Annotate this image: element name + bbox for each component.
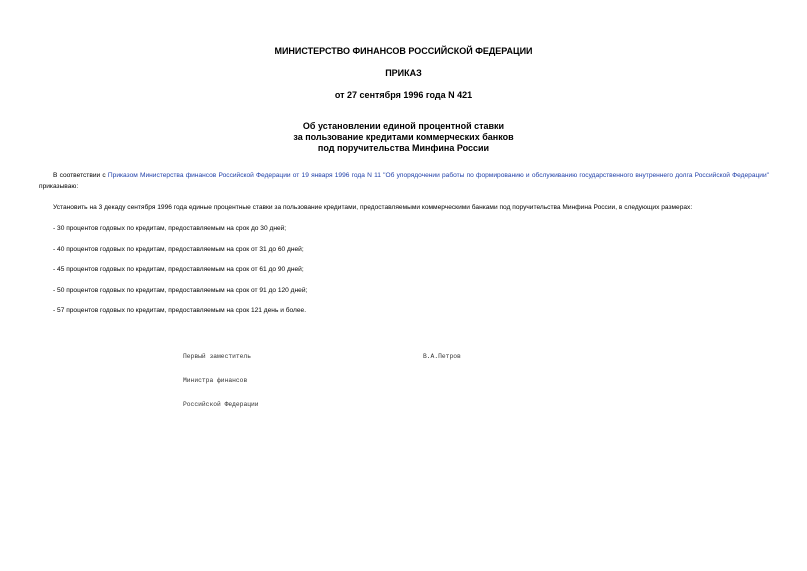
ministry-heading: МИНИСТЕРСТВО ФИНАНСОВ РОССИЙСКОЙ ФЕДЕРАЦИИ [274, 46, 533, 56]
signatory-position [183, 337, 259, 425]
list-item: - 57 процентов годовых по кредитам, предоставляемым на срок 121 день и более. [53, 307, 307, 315]
position-line: Российской Федерации [183, 401, 259, 408]
date-number-heading: от 27 сентября 1996 года N 421 [334, 90, 473, 100]
title-line: за пользование кредитами коммерческих банков [293, 132, 514, 142]
list-item: - 50 процентов годовых по кредитам, предоставляемым на срок от 91 до 120 дней; [53, 286, 308, 294]
reference-link[interactable]: Приказом Министерства финансов Российской Федерации от 19 января 1996 года N 11 "Об упорядочении работы по формированию и обслуживанию государственного внутреннего долга Российской Федерации" [107, 172, 770, 179]
order-paragraph: Установить на 3 декаду сентября 1996 года единые процентные ставки за пользование кредитами, предоставляемыми коммерческими банками под поручительства Минфина России, в следующих размерах: [53, 204, 693, 211]
document-title [0, 121, 807, 154]
list-item: - 40 процентов годовых по кредитам, предоставляемым на срок от 31 до 60 дней; [53, 245, 304, 253]
position-line: Первый заместитель [183, 353, 252, 360]
intro-paragraph [39, 171, 769, 192]
title-line: Об установлении единой процентной ставки [302, 121, 505, 131]
document-type-heading: ПРИКАЗ [385, 68, 422, 78]
rates-list [53, 224, 307, 327]
intro-prefix: В соответствии с [53, 172, 108, 179]
list-item: - 45 процентов годовых по кредитам, предоставляемым на срок от 61 до 90 дней; [53, 266, 304, 274]
list-item: - 30 процентов годовых по кредитам, предоставляемым на срок до 30 дней; [53, 225, 287, 232]
position-line: Министра финансов [183, 377, 248, 384]
title-line: под поручительства Минфина России [317, 143, 490, 153]
signatory-name: В.А.Петров [423, 353, 461, 360]
intro-suffix: приказываю: [39, 182, 79, 190]
